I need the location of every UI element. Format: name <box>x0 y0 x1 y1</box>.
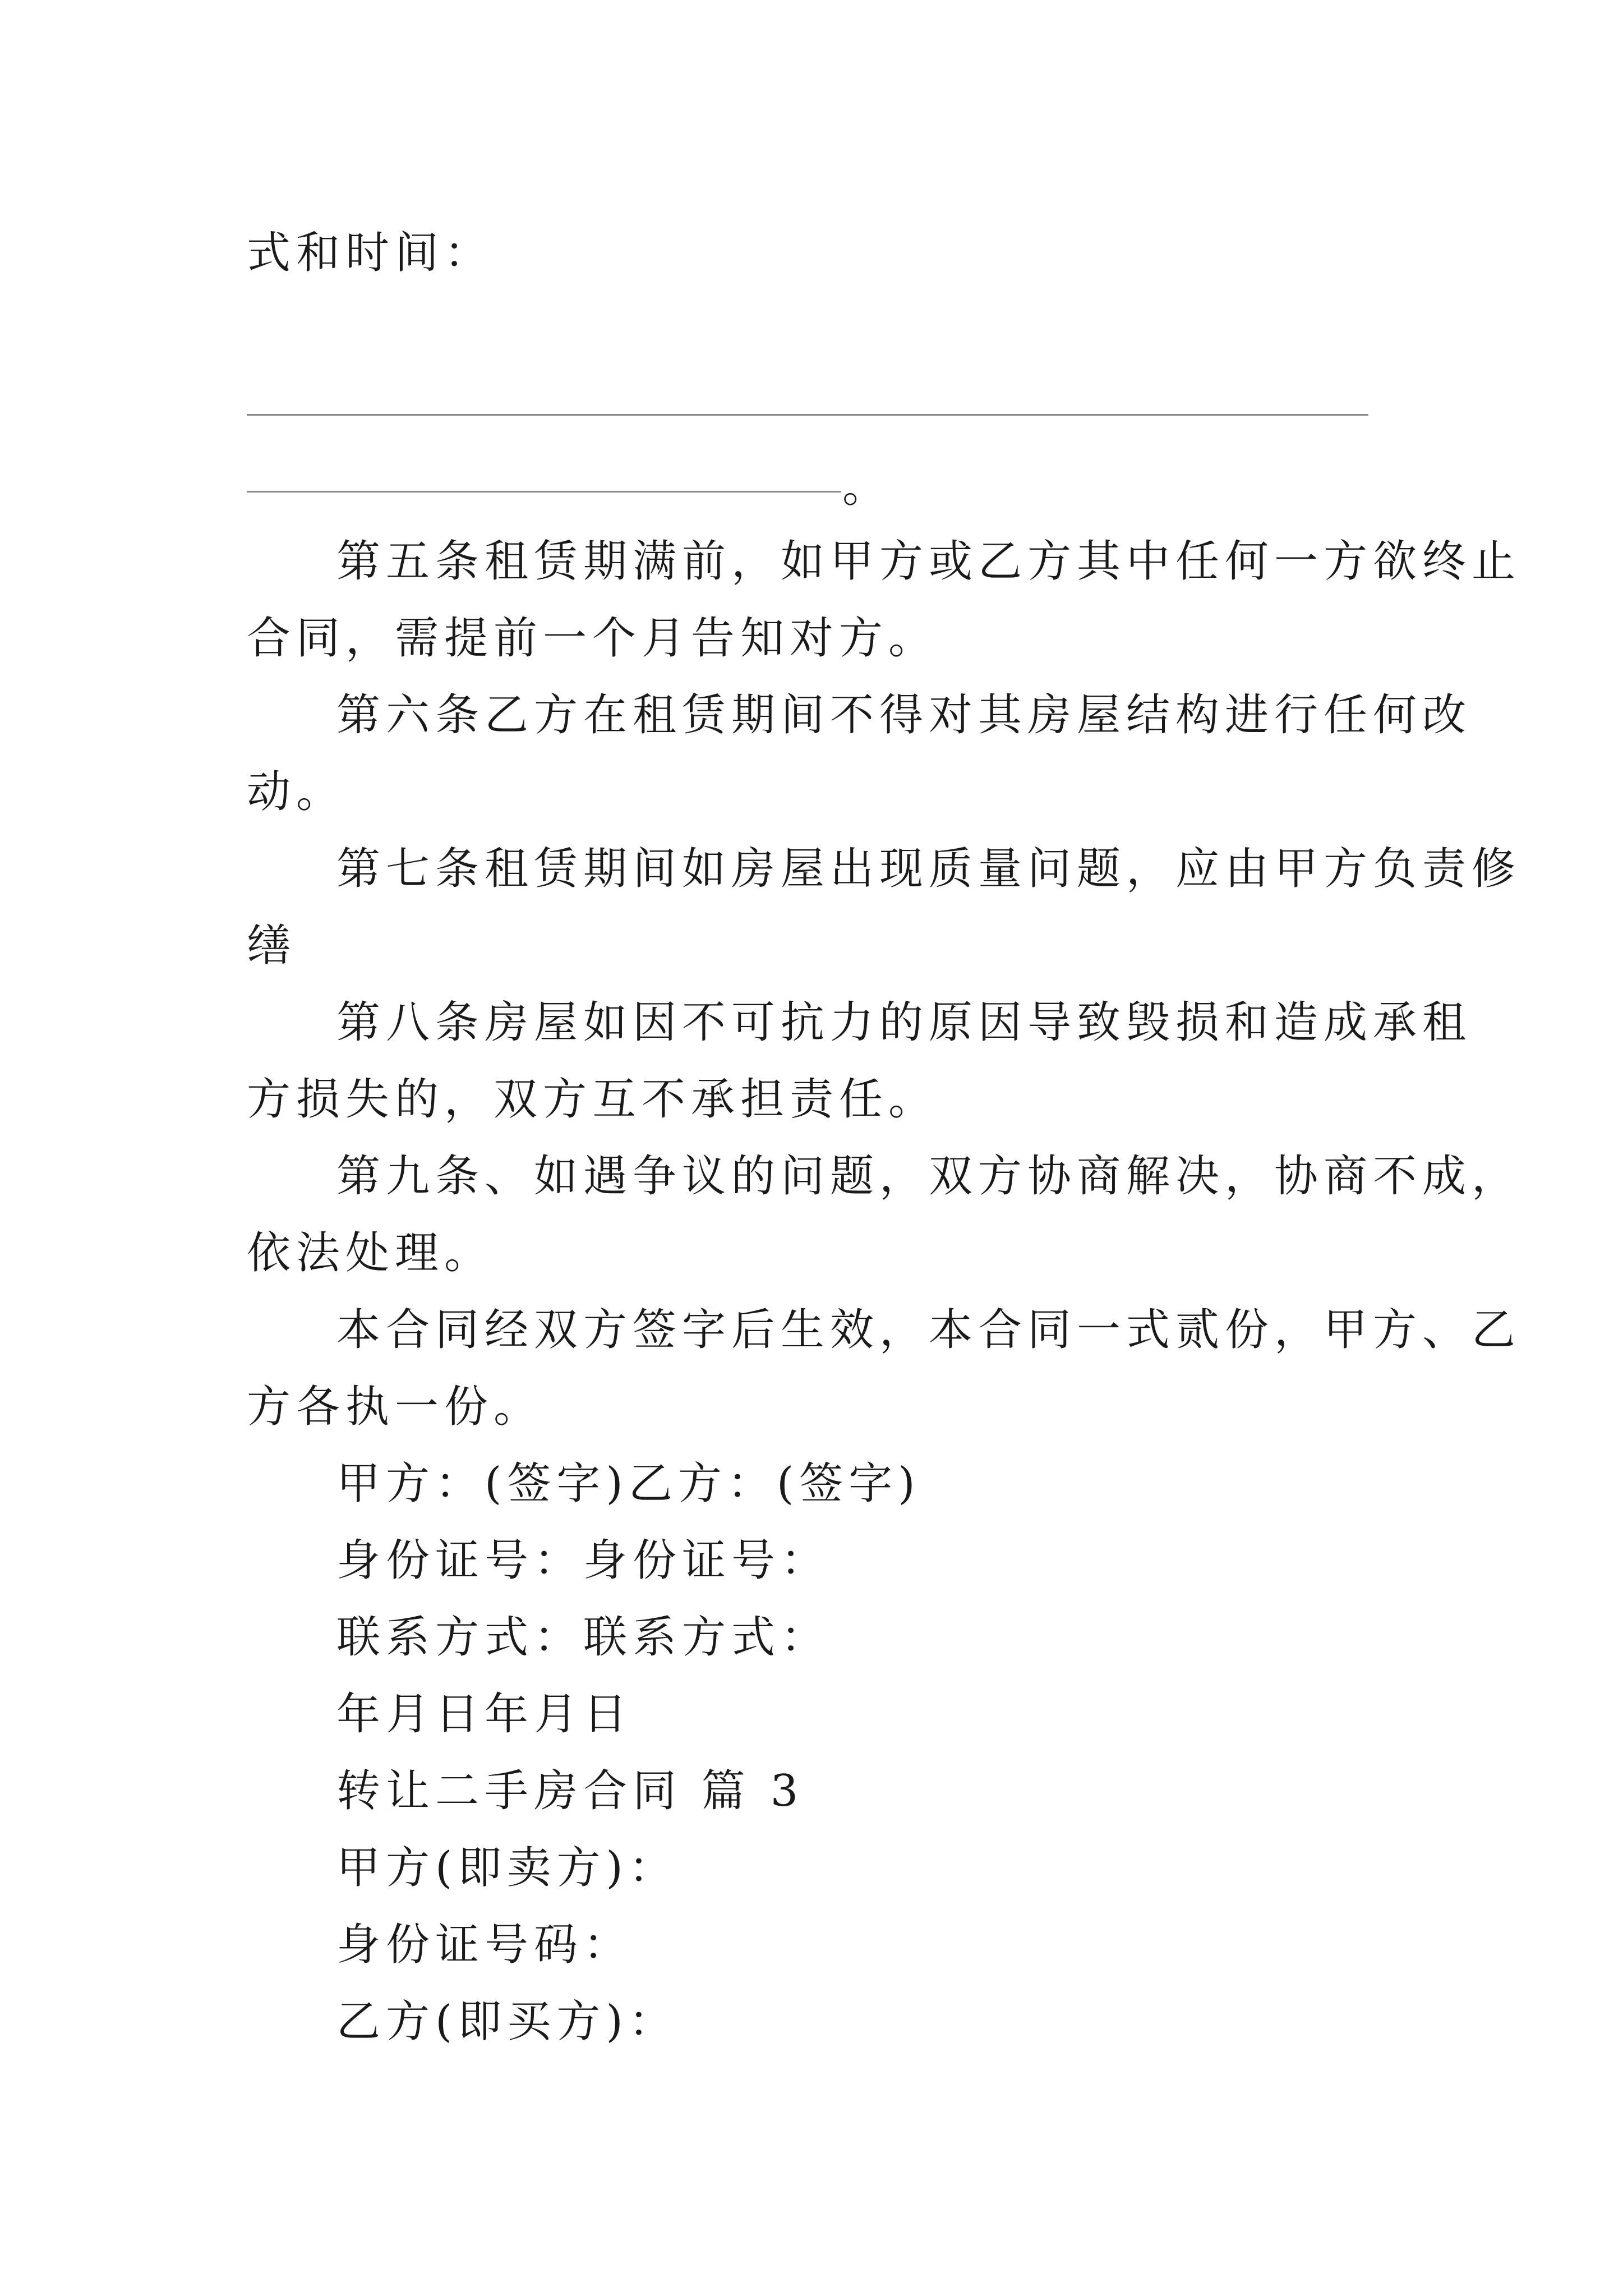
text-line: 动。 <box>247 767 346 817</box>
text-line: 方各执一份。 <box>247 1382 543 1432</box>
date-line: 年月日年月日 <box>336 1689 633 1740</box>
id-card-line: 身份证号码： <box>336 1920 633 1970</box>
text-line: 方损失的，双方互不承担责任。 <box>247 1074 938 1125</box>
text-line: 。 <box>842 462 892 512</box>
text-line: 第五条租赁期满前，如甲方或乙方其中任何一方欲终止 <box>336 536 1521 587</box>
text-line: 本合同经双方签字后生效，本合同一式贰份，甲方、乙 <box>336 1305 1521 1355</box>
text-line: 依法处理。 <box>247 1228 494 1278</box>
blank-underline-short <box>247 491 841 493</box>
id-number-line: 身份证号：身份证号： <box>336 1535 831 1586</box>
text-line: 第八条房屋如因不可抗力的原因导致毁损和造成承租 <box>336 997 1472 1048</box>
text-line: 第七条租赁期间如房屋出现质量问题，应由甲方负责修 <box>336 844 1521 894</box>
seller-line: 甲方(即卖方)： <box>336 1843 678 1893</box>
text-line: 第九条、如遇争议的问题，双方协商解决，协商不成， <box>336 1151 1521 1202</box>
text-line: 缮 <box>247 921 297 971</box>
section-title: 转让二手房合同 篇 3 <box>336 1766 804 1816</box>
signature-line: 甲方：(签字)乙方：(签字) <box>336 1458 921 1509</box>
buyer-line: 乙方(即买方)： <box>336 1996 678 2047</box>
text-line: 式和时间： <box>247 228 494 278</box>
blank-underline <box>247 414 1368 416</box>
text-line: 第六条乙方在租赁期间不得对其房屋结构进行任何改 <box>336 690 1472 740</box>
contact-line: 联系方式：联系方式： <box>336 1612 831 1663</box>
text-line: 合同，需提前一个月告知对方。 <box>247 613 938 664</box>
